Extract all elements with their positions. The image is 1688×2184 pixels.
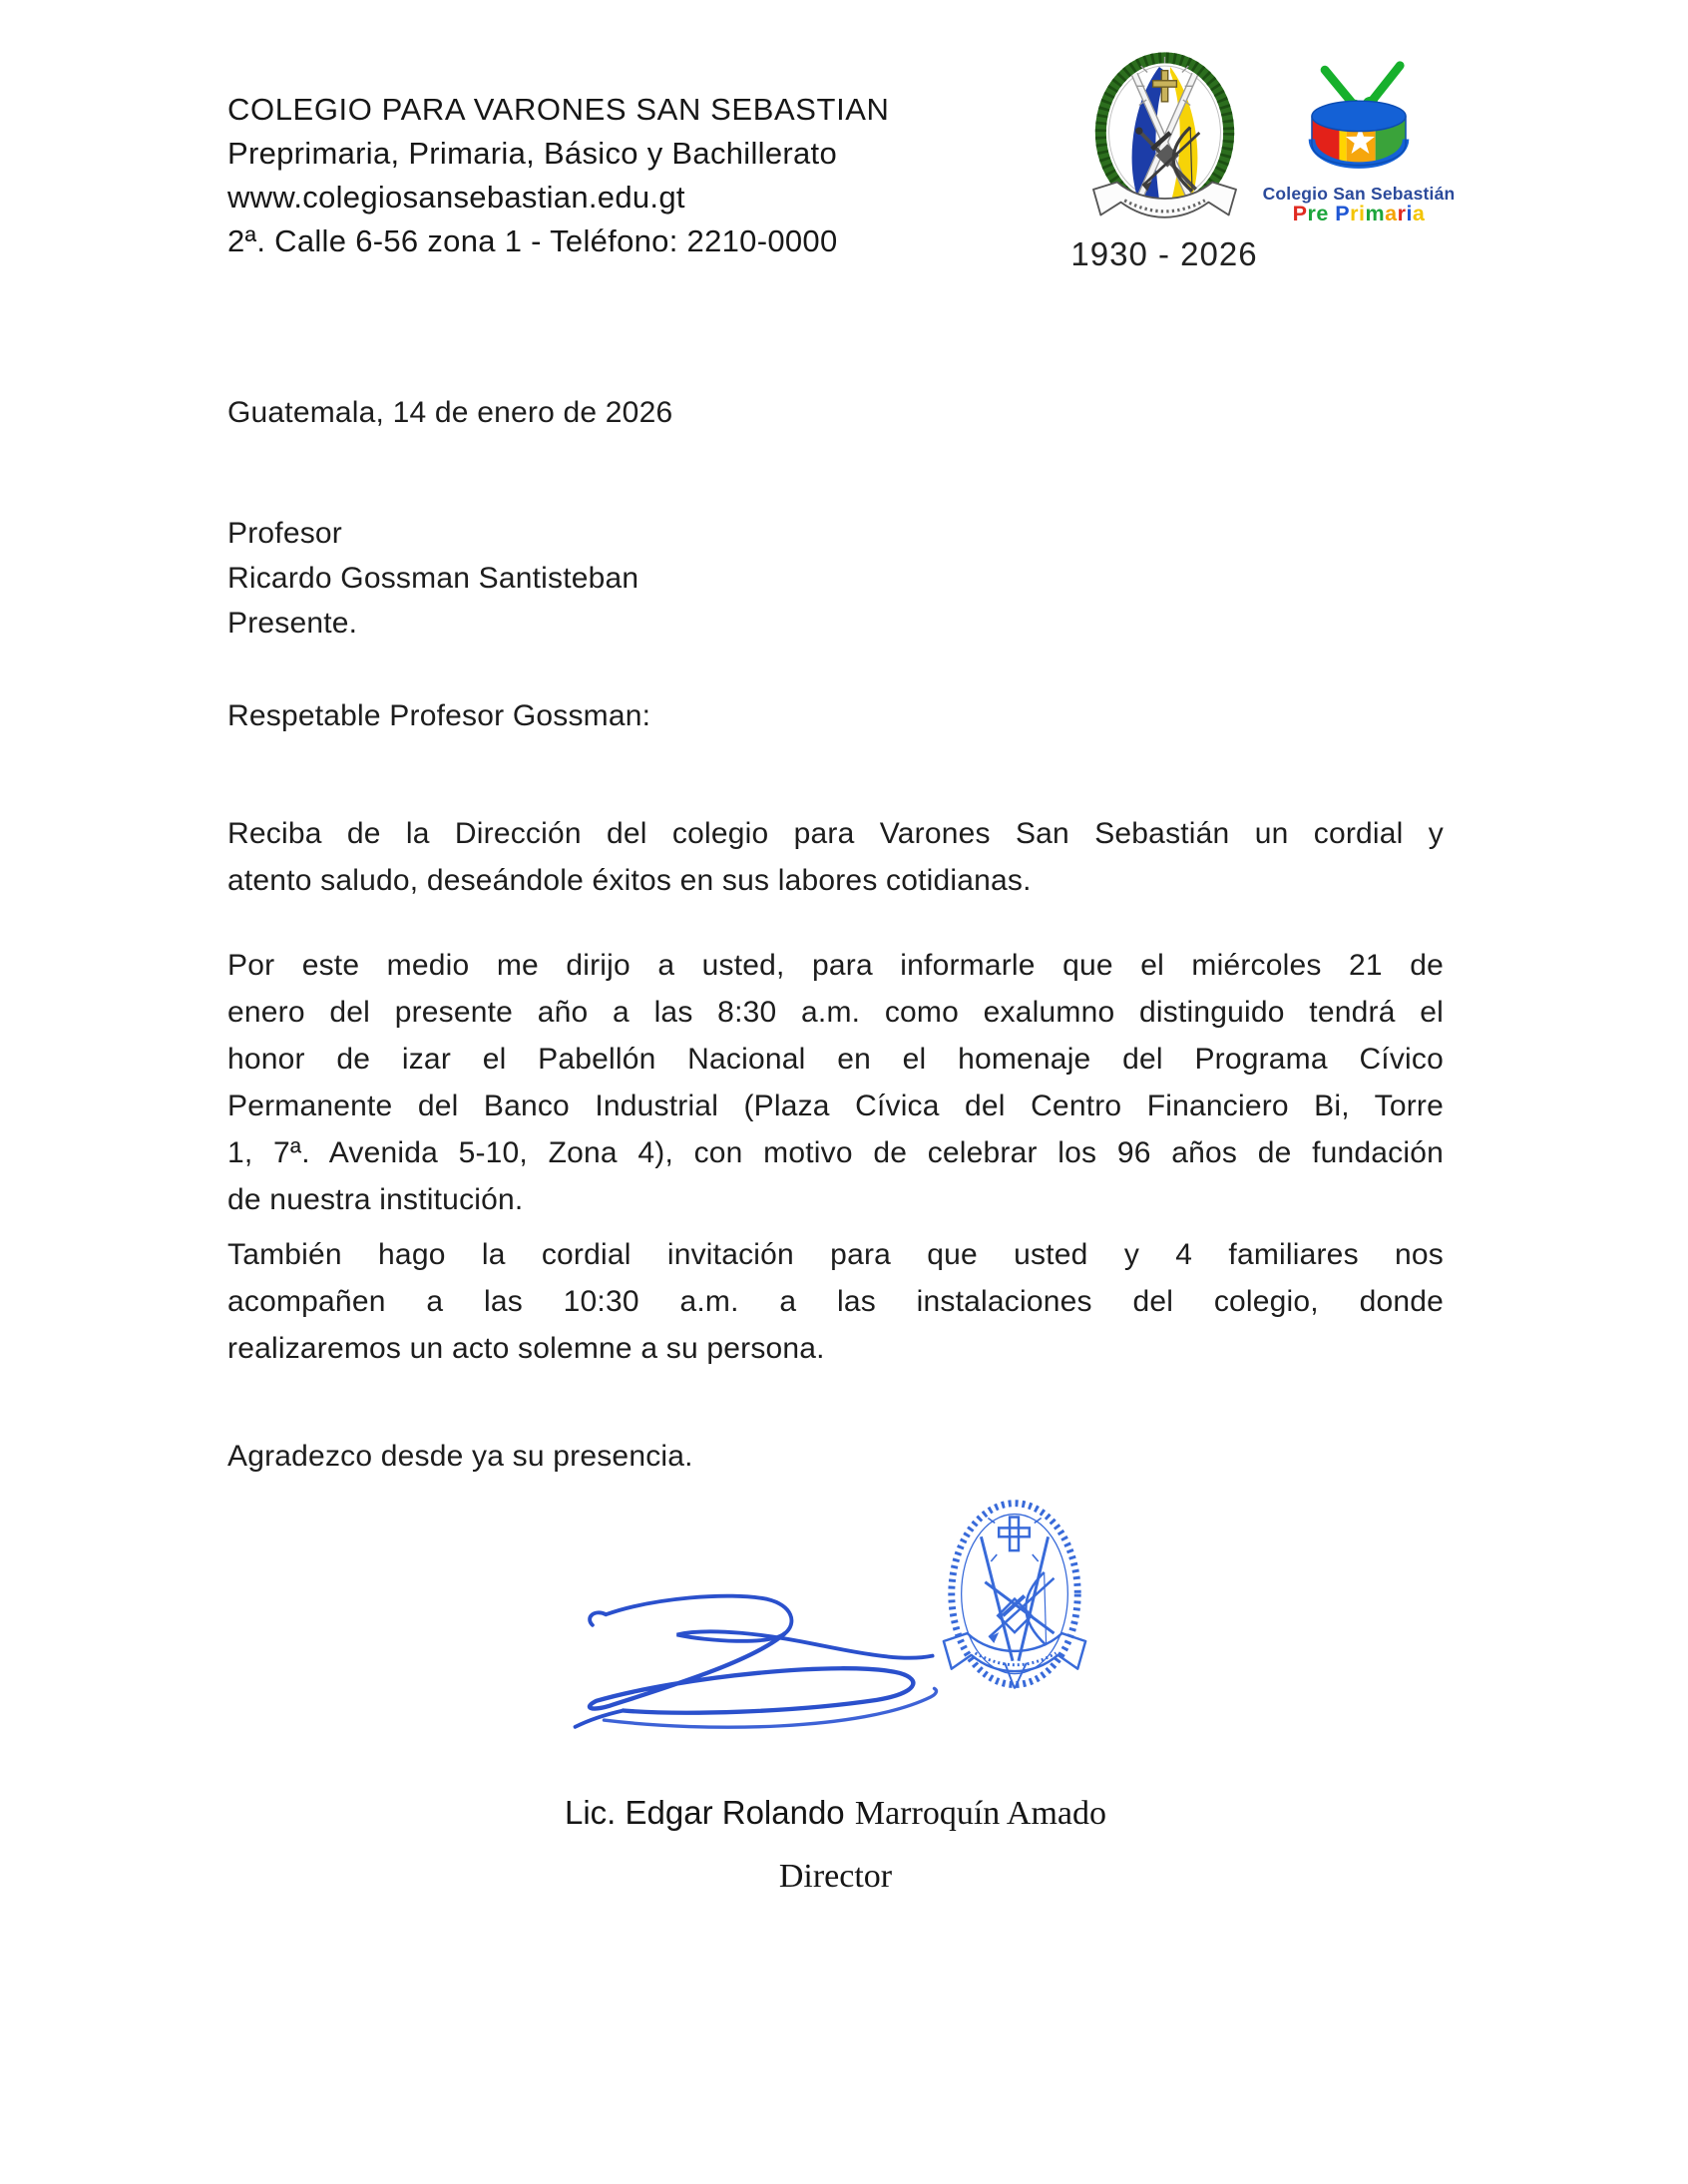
salutation-line: Respetable Profesor Gossman: [227,699,651,732]
school-address-phone: 2ª. Calle 6-56 zona 1 - Teléfono: 2210-0000 [227,223,838,258]
signature-stamp-icon [934,1495,1096,1708]
signer-title: Director [778,1858,893,1895]
letterhead [227,88,1085,263]
preprimaria-drum-icon [1283,58,1435,182]
paragraph-2: Por este medio me dirijo a usted, para informarle que el miércoles 21 de enero del presente año a las 8:30 a.m. como exalumno distinguido tendrá el honor de izar el Pabellón Nacional en el homenaje del Programa Cívico Permanente del Banco Industrial (Plaza Cívica del Centro Financiero Bi, Torre 1, 7ª. Avenida 5-10, Zona 4), con motivo de celebrar los 96 años de fundación de nuestra institución. [227,949,1444,1216]
signature-ink [564,1586,948,1731]
drum-logo-caption: Colegio San Sebastián [1262,184,1456,204]
school-website: www.colegiosansebastian.edu.gt [227,180,685,215]
recipient-block: Profesor Ricardo Gossman Santisteban Presente. [227,517,639,640]
anniversary-years: 1930 - 2026 [1070,235,1258,272]
paragraph-3: También hago la cordial invitación para que usted y 4 familiares nos acompañen a las 10:30 a.m. a las instalaciones del colegio, donde realizaremos un acto solemne a su persona. [227,1238,1444,1365]
school-crest-icon [1082,52,1247,235]
signer-name-serif: Marroquín Amado [854,1795,1106,1832]
school-levels-line: Preprimaria, Primaria, Básico y Bachillerato [227,136,838,171]
signer-name-sans: Lic. Edgar Rolando [564,1794,845,1831]
closing-line: Agradezco desde ya su presencia. [227,1440,693,1473]
school-name: COLEGIO PARA VARONES SAN SEBASTIAN [227,92,890,127]
paragraph-1: Reciba de la Dirección del colegio para Varones San Sebastián un cordial y atento saludo, deseándole éxitos en sus labores cotidianas. [227,817,1444,897]
signer-name [227,1794,1444,1833]
pre-primaria-label: Pre Primaria [1292,202,1426,225]
date-line: Guatemala, 14 de enero de 2026 [227,396,673,429]
